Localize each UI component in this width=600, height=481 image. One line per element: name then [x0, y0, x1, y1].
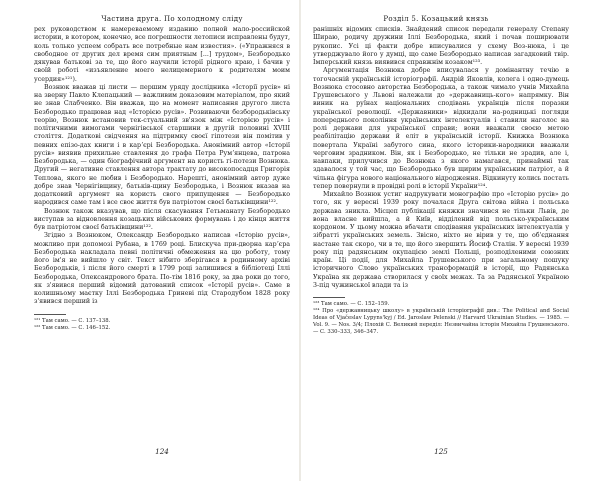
left-paragraph-4: Згідно з Вознюком, Олександр Безбородько написав «Історію русів», можливо при допомозі Рубана, в 1769 році. Блискуча при-дворна карʼєра Безбородька накладала певні політичні обмеження на цю роботу, тому його ім'я не вийшло у світ. Текст нібито зберігався в родинному архіві Безбородьків, і після його смерті в 1799 році залишився в бібліотеці Іллі Безбородька, Олександрового брата. По-тім 1816 року, за два роки до того, як з'явився перший відомий датований список «Історії русів». Саме в колишньому маєтку Іллі Безбородька Гриневі під Стародубом 1828 року з'явився перший із [34, 232, 290, 306]
right-footnote-rule [313, 297, 345, 298]
right-paragraph-3: Михайло Вознюк устиг надрукувати монографію про «Історію русів» до того, як у вересні 1939 року почалася Друга світова війна і польська держава зникла. Місцеп публікації княжки значився не тільки Львів, де вона власне вийшла, а й Київ, відділений від польсько-українським кордоном. У цьому можна вбачати сподівання українських інтелектуалів у зібратті українських земель. Звісно, ніхто не вірив у те, що об'єднання настане так скоро, чи в те, що його звершить Йосиф Сталін. У вересні 1939 року під радянським окупацією землі Польщі, розподіленими союзних країн. Ці події, для Михайла Грушевського при загальному пошуку історичного Слово українських трансформацій в історії, що Радянська Україна як держава створилася у своїх межах. Та за Радянської Україною 3-під чужинської влади та із [313, 191, 569, 289]
left-body-text [34, 26, 290, 307]
left-footnote-1: ¹²¹ Там само. — С. 137–138. [34, 317, 111, 324]
left-footnote-2: ¹²² Там само. — С. 146–152. [34, 324, 111, 331]
right-body-text [313, 26, 569, 290]
right-paragraph-2: Аргументація Вознюка добре вписувалася у домінантну течію в тогочасній українській історіографії. Андрій Яковлів, колега і одно-думець Вознюка стосовно авторства Безбородька, а також чимало учнів Михайла Грушевського у Львові належали до «державниць-кого» напрямку. Він виник на руїнах національних сподівань українців після поразки української революції. «Державники» відкидали на-родницькі погляди попереднього покоління українських інтелектуалів і ставили наголос на ролі держави для української справи; вони вважали своєю метою реабілітацію держави й еліт в українській історії. Книжка Вознюка повертала Україні забутого сина, якого історики-народники вважали черговим зрадником. Він, як і Безбородько, не тільки не зрадив, але і, навпаки, прилучився до Вознюка з якого намагався, принаймні так здавалося у той час, що Безбородько був щирим українським патріот, а й чільна фігура нового національного відродження. Відкинуту колись постать тепер повернули в провідні ролі в історії України¹²⁴. [313, 67, 569, 190]
left-footnote-rule [34, 314, 66, 315]
right-footnote-1: ¹²³ Там само. — С. 152–159. [313, 301, 390, 307]
left-running-head: Частина друга. По холодному сліду [101, 15, 243, 23]
right-running-head: Розділ 5. Козацький князь [383, 15, 489, 23]
left-page-number: 124 [155, 447, 169, 456]
right-page [301, 0, 600, 481]
left-paragraph-1: рех руководством к намереваемому изданию полной мало-российской истории, в котором, конечно, все погрешности летописи исправлены будут, коль только успеем собрать все потребные нам известия». («Упражняся в свободное от других дел время сим приятным [...] трудом», Безбородько дякував батькові за те, що його научили історії рідного краю, і бачив у своїй роботі «изъявление моего нелицемерного к родителям моим усердия»¹²¹). [34, 26, 290, 83]
left-paragraph-3: Вознюк також вказував, що після скасування Гетьманату Безбородько виступав за відновлення козацьких військових формувань і до кінця життя був патріотом своєї батьківщини¹²². [34, 207, 290, 231]
left-paragraph-2: Вознюк вважав ці листи — першим уряду дослідника «Історії русів» ні на зверну Павло Клепацький — важливим доказовим матеріалом, про який не знав Слабченко. Він вважав, що на момент написання другого листа Безбородько працював над «Історією русів». Розвиваючи безбородьківську теорію, Вознюк встановив тек-стуальний зв'язок між «Історією русів» і політичними вимогами чернігівської старшини в другій половині XVIII століття. Додатковi свідчення на підтримку своєї гіпотези він помітив у певних епізо-дах книги і в карʼєрі Безбородька. Анонімний автор «Історії русів» виявив прихильне ставлення до графа Петра Румʼянцева, патрона Безбородька, — один біографічний аргумент на користь гі-потези Вознюка. Другий — негативне ставлення автора трактату до високопосадця Григорія Теплова, якого не любив і Безбородько. Нарешті, анонімний автор дуже добре знав Чернігівщину, батьків-щину Безбородька, і Вознюк вказав на додатковий аргумент на користь свого припущення — Безбородько народився саме там і все своє життя був патріотом своєї батьківщини¹²². [34, 83, 290, 207]
right-footnote-2: ¹²⁴ Про «державницьку школу» в українській історіографії див.: The Political and Social Ideas of Vjačeslav Lypyns'kyj / Ed. Jaroslaw Pelenski // Harvard Ukrainian Studies. — 1985. — Vol. 9. — Nos. 3/4; Плохій С. Великий переділ: Незвичайна історія Михайла Грушевського. — С. 330–333, 346–347. [313, 308, 569, 335]
right-page-number: 125 [434, 447, 448, 456]
right-paragraph-1: ранішніх відомих списків. Знайдений список передали генералу Степану Шираю, родичу дружини Іллі Безбородька, який і почав поширювати рукопис. Усі ці факти добре вписувалися у схему Воз-нюка, і це утверджувало його у думці, що саме Безбородько написав загадковий твір. Імперський князь виявився справжнім козаком¹²³. [313, 26, 569, 66]
